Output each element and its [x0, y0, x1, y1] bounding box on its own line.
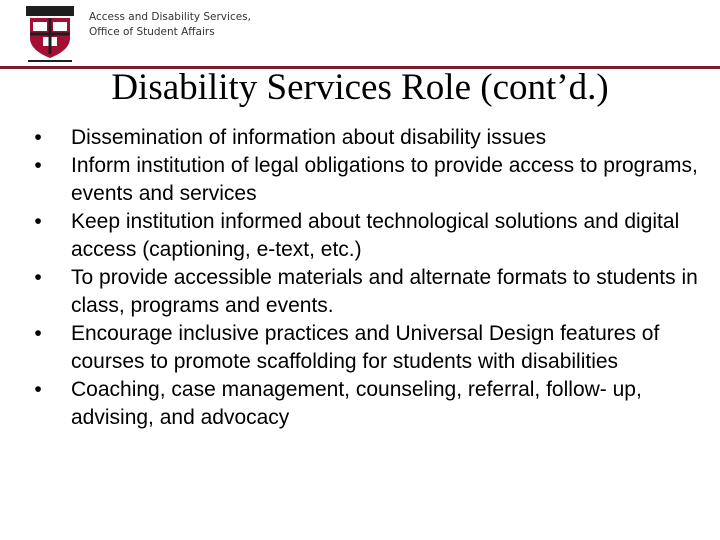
bullet-item — [26, 320, 706, 376]
bullet-item — [26, 152, 706, 208]
bullet-item — [26, 124, 706, 152]
bullet-text: Keep institution informed about technological solutions and digital access (captioning, e-text, etc.) — [71, 210, 680, 261]
bullet-icon: • — [34, 322, 42, 345]
bullet-text: Encourage inclusive practices and Universal Design features of courses to promote scaffolding for students with disabilities — [71, 322, 660, 373]
slide-title: Disability Services Role (cont’d.) — [111, 67, 609, 108]
harvard-logo-icon — [24, 4, 76, 64]
bullet-icon: • — [34, 126, 42, 149]
bullet-text: Dissemination of information about disability issues — [71, 126, 547, 149]
bullet-icon: • — [34, 210, 42, 233]
bullet-icon: • — [34, 378, 42, 401]
bullet-icon: • — [34, 266, 42, 289]
bullet-text: Inform institution of legal obligations to provide access to programs, events and services — [71, 154, 698, 205]
bullet-list — [26, 124, 706, 432]
slide-header — [0, 0, 720, 66]
bullet-text: Coaching, case management, counseling, referral, follow- up, advising, and advocacy — [71, 378, 642, 429]
office-name-line-2: Office of Student Affairs — [89, 26, 215, 38]
office-name — [89, 10, 251, 40]
office-name-line-1: Access and Disability Services, — [89, 11, 251, 23]
bullet-item — [26, 208, 706, 264]
bullet-icon: • — [34, 154, 42, 177]
bullet-text: To provide accessible materials and alternate formats to students in class, programs and events. — [71, 266, 698, 317]
bullet-item — [26, 264, 706, 320]
bullet-item — [26, 376, 706, 432]
